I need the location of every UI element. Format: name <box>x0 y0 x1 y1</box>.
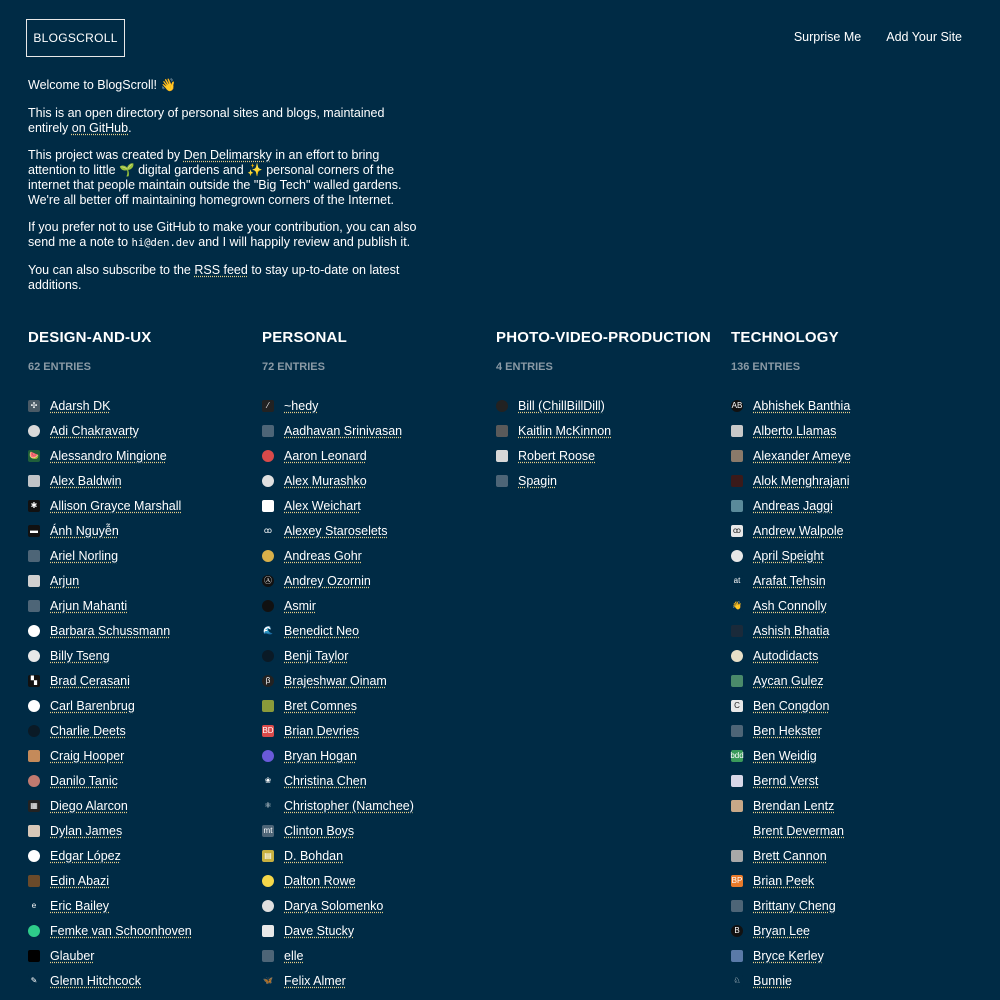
list-item <box>28 693 253 718</box>
list-item <box>262 393 487 418</box>
watermelon-icon: 🍉 <box>29 450 39 460</box>
butterfly-icon: 🦋 <box>263 975 273 985</box>
logo-icon: ▤ <box>262 850 274 862</box>
entry-link[interactable]: Brad Cerasani <box>50 673 130 688</box>
entry-link[interactable]: Charlie Deets <box>50 723 126 738</box>
add-your-site-link[interactable]: Add Your Site <box>886 30 962 44</box>
list-item <box>262 568 487 593</box>
logo-icon: Ⓐ <box>264 575 272 585</box>
entry-link[interactable]: Bryan Hogan <box>284 748 357 763</box>
entry-link[interactable]: Brian Devries <box>284 723 360 738</box>
entry-link[interactable]: Ashish Bhatia <box>753 623 830 638</box>
photo-icon <box>28 475 40 487</box>
list-item <box>731 868 956 893</box>
cloud-icon <box>262 550 274 562</box>
list-item <box>496 443 721 468</box>
entry-link[interactable]: Barbara Schussmann <box>50 623 171 638</box>
list-item <box>262 643 487 668</box>
beta-icon: β <box>262 675 274 687</box>
logo-icon <box>262 750 274 762</box>
logo-icon <box>731 625 743 637</box>
list-item <box>28 768 253 793</box>
photo-icon <box>731 775 743 787</box>
placeholder-icon <box>28 600 40 612</box>
entry-link[interactable]: Arjun Mahanti <box>50 598 128 613</box>
photo-icon <box>731 800 743 812</box>
entry-link[interactable]: Bernd Verst <box>753 773 819 788</box>
list-item <box>262 593 487 618</box>
entry-link[interactable]: Alok Menghrajani <box>753 473 850 488</box>
circle-icon <box>28 625 40 637</box>
logo-icon: BD <box>262 725 274 735</box>
site-header <box>0 0 1000 80</box>
photo-icon <box>731 950 743 962</box>
list-item <box>731 418 956 443</box>
surprise-me-link[interactable]: Surprise Me <box>793 30 862 44</box>
list-item <box>28 893 253 918</box>
logo-icon <box>262 925 274 937</box>
list-item <box>28 493 253 518</box>
circle-icon <box>28 925 40 937</box>
entry-link[interactable]: Benji Taylor <box>284 648 349 663</box>
entry-link[interactable]: Brendan Lentz <box>753 798 835 813</box>
list-item <box>731 968 956 993</box>
intro-paragraph-2 <box>28 148 428 208</box>
list-item <box>731 518 956 543</box>
list-item <box>28 593 253 618</box>
entry-link[interactable]: Edin Abazi <box>50 873 110 888</box>
list-item <box>262 843 487 868</box>
list-item <box>262 518 487 543</box>
category-title: PHOTO-VIDEO-PRODUCTION <box>496 329 711 346</box>
entry-link[interactable]: Dylan James <box>50 823 123 838</box>
logo-icon: ❀ <box>262 775 274 787</box>
square-icon <box>28 950 40 962</box>
entry-link[interactable]: Billy Tseng <box>50 648 110 663</box>
entry-link[interactable]: Bryan Lee <box>753 923 810 938</box>
entry-link[interactable]: Christina Chen <box>284 773 367 788</box>
site-logo[interactable]: BLOGSCROLL <box>26 19 125 57</box>
list-item <box>28 568 253 593</box>
avatar-icon <box>262 475 274 487</box>
list-item <box>28 818 253 843</box>
entry-count: 62 ENTRIES <box>28 361 91 373</box>
photo-icon <box>496 450 508 462</box>
list-item <box>28 668 253 693</box>
entry-link[interactable]: Arafat Tehsin <box>753 573 826 588</box>
list-item <box>262 418 487 443</box>
list-item <box>262 743 487 768</box>
entry-link[interactable]: Andrew Walpole <box>753 523 844 538</box>
logo-icon: B <box>731 925 743 937</box>
list-item <box>731 468 956 493</box>
entry-link[interactable]: Aycan Gulez <box>753 673 824 688</box>
grid-icon: ▦ <box>28 800 40 812</box>
list-item <box>28 718 253 743</box>
list-item <box>262 893 487 918</box>
placeholder-icon <box>496 475 508 487</box>
list-item <box>28 618 253 643</box>
list-item <box>731 668 956 693</box>
list-item <box>28 743 253 768</box>
entry-link[interactable]: Alessandro Mingione <box>50 448 167 463</box>
wave-icon: 🌊 <box>263 625 273 635</box>
logo-icon: ꝏ <box>263 525 273 535</box>
logo-icon <box>496 400 508 412</box>
entry-link[interactable]: Ash Connolly <box>753 598 827 613</box>
list-item <box>731 643 956 668</box>
list-item <box>731 943 956 968</box>
entry-link[interactable]: Alexander Ameye <box>753 448 851 463</box>
entry-link[interactable]: Aadhavan Srinivasan <box>284 423 403 438</box>
entry-link[interactable]: Arjun <box>50 573 80 588</box>
list-item <box>262 818 487 843</box>
photo-icon <box>28 825 40 837</box>
circle-icon <box>28 650 40 662</box>
list-item <box>731 918 956 943</box>
list-item <box>262 793 487 818</box>
list-item <box>28 843 253 868</box>
list-item <box>28 918 253 943</box>
photo-icon <box>28 875 40 887</box>
photo-icon <box>731 675 743 687</box>
logo-icon: ♘ <box>731 975 743 987</box>
logo-icon: ✱ <box>28 500 40 512</box>
top-nav <box>794 30 962 44</box>
list-item <box>731 618 956 643</box>
entry-link[interactable]: Alex Baldwin <box>50 473 122 488</box>
intro-text: to stay up-to-date on latest additions. <box>28 263 400 292</box>
entry-count: 72 ENTRIES <box>262 361 325 373</box>
welcome-text: Welcome to BlogScroll! 👋 <box>28 78 177 92</box>
logo-icon: C <box>731 700 743 712</box>
entry-link[interactable]: Danilo Tanic <box>50 773 118 788</box>
github-link[interactable]: on GitHub <box>71 121 129 135</box>
list-item <box>28 518 253 543</box>
list-item <box>262 943 487 968</box>
entry-link[interactable]: Ben Weidig <box>753 748 817 763</box>
list-item <box>262 768 487 793</box>
avatar-icon <box>28 775 40 787</box>
entry-link[interactable]: Alberto Llamas <box>753 423 837 438</box>
avatar-icon <box>28 425 40 437</box>
list-item <box>731 393 956 418</box>
entry-link[interactable]: Alexey Staroselets <box>284 523 388 538</box>
list-item <box>731 568 956 593</box>
list-item <box>731 543 956 568</box>
list-item <box>731 793 956 818</box>
list-item <box>262 968 487 993</box>
entry-link[interactable]: Brett Cannon <box>753 848 827 863</box>
entry-link[interactable]: Bryce Kerley <box>753 948 824 963</box>
entry-count: 4 ENTRIES <box>496 361 553 373</box>
entry-link[interactable]: Glauber <box>50 948 95 963</box>
dot-icon <box>262 650 274 662</box>
list-item <box>28 543 253 568</box>
entry-link[interactable]: Abhishek Banthia <box>753 398 851 413</box>
list-item <box>262 493 487 518</box>
entry-link[interactable]: Clinton Boys <box>284 823 355 838</box>
entry-link[interactable]: Andreas Jaggi <box>753 498 833 513</box>
avatar-icon <box>262 900 274 912</box>
entry-link[interactable]: Kaitlin McKinnon <box>518 423 612 438</box>
entry-link[interactable]: Edgar López <box>50 848 121 863</box>
entry-link[interactable]: ~hedy <box>284 398 319 413</box>
entry-list <box>731 393 956 993</box>
list-item <box>262 618 487 643</box>
intro-text: and I will happily review and publish it. <box>194 235 411 249</box>
entry-link[interactable]: Adi Chakravarty <box>50 423 139 438</box>
intro-text: in an effort to bring attention to little 🌱 digital gardens and ✨ personal corners of the internet that people maintain outside the "Big Tech" walled gardens. We're all better off maintaining homegrown corners of the Internet. <box>28 148 402 207</box>
photo-icon <box>731 500 743 512</box>
list-item <box>496 393 721 418</box>
category-technology <box>731 328 956 993</box>
entry-link[interactable]: Dalton Rowe <box>284 873 356 888</box>
intro-text: This is an open directory of personal sites and blogs, maintained entirely <box>28 106 385 135</box>
list-item <box>496 418 721 443</box>
logo-icon <box>28 850 40 862</box>
entry-link[interactable]: Diego Alarcon <box>50 798 128 813</box>
entry-link[interactable]: Bunnie <box>753 973 792 988</box>
list-item <box>731 743 956 768</box>
entry-link[interactable]: Benedict Neo <box>284 623 360 638</box>
list-item <box>28 643 253 668</box>
list-item <box>28 418 253 443</box>
logo-icon <box>731 550 743 562</box>
list-item <box>731 818 956 843</box>
entry-link[interactable]: Craig Hooper <box>50 748 125 763</box>
square-icon <box>262 500 274 512</box>
entry-link[interactable]: Ben Congdon <box>753 698 830 713</box>
list-item <box>262 918 487 943</box>
entry-list <box>262 393 487 993</box>
grid-icon: ✣ <box>28 400 40 412</box>
list-item <box>731 893 956 918</box>
author-link[interactable]: Den Delimarsky <box>183 148 272 162</box>
stripe-icon: ▚ <box>28 675 40 687</box>
wave-icon: 👋 <box>732 600 742 610</box>
category-title: TECHNOLOGY <box>731 329 839 346</box>
category-design-and-ux <box>28 328 253 993</box>
mask-icon: ▬ <box>30 525 38 535</box>
list-item <box>28 393 253 418</box>
entry-link[interactable]: Brajeshwar Oinam <box>284 673 387 688</box>
entry-link[interactable]: Darya Solomenko <box>284 898 384 913</box>
entry-link[interactable]: Ben Hekster <box>753 723 822 738</box>
intro-paragraph-1 <box>28 106 428 136</box>
list-item <box>28 868 253 893</box>
logo-icon: BP <box>731 875 743 885</box>
contact-email: hi@den.dev <box>131 237 195 249</box>
intro-section <box>28 78 428 305</box>
rss-feed-link[interactable]: RSS feed <box>194 263 248 277</box>
list-item <box>731 443 956 468</box>
list-item <box>262 693 487 718</box>
entry-link[interactable]: elle <box>284 948 304 963</box>
photo-icon <box>262 700 274 712</box>
circle-icon <box>262 875 274 887</box>
list-item <box>28 793 253 818</box>
entry-link[interactable]: Spagin <box>518 473 557 488</box>
logo-icon: AB <box>731 400 743 410</box>
logo-icon: ✎ <box>28 975 40 987</box>
logo-icon: ꝏ <box>732 525 742 535</box>
react-icon: ⚛ <box>262 800 274 812</box>
list-item <box>262 443 487 468</box>
dot-icon <box>28 700 40 712</box>
list-item <box>262 718 487 743</box>
entry-link[interactable]: Robert Roose <box>518 448 596 463</box>
entry-link[interactable]: Glenn Hitchcock <box>50 973 142 988</box>
entry-link[interactable]: Christopher (Namchee) <box>284 798 414 813</box>
entry-link[interactable]: Eric Bailey <box>50 898 110 913</box>
placeholder-icon <box>731 900 743 912</box>
placeholder-icon <box>262 425 274 437</box>
category-personal <box>262 328 487 993</box>
entry-link[interactable]: Felix Almer <box>284 973 346 988</box>
photo-icon <box>731 850 743 862</box>
list-item <box>28 943 253 968</box>
list-item <box>262 543 487 568</box>
list-item <box>731 693 956 718</box>
logo-icon: mt <box>263 825 273 835</box>
list-item <box>731 593 956 618</box>
entry-link[interactable]: Ariel Norling <box>50 548 119 563</box>
dot-icon <box>262 600 274 612</box>
list-item <box>496 468 721 493</box>
dot-icon <box>28 725 40 737</box>
entry-link[interactable]: Alex Murashko <box>284 473 367 488</box>
entry-link[interactable]: Adarsh DK <box>50 398 111 413</box>
none-icon <box>731 825 743 837</box>
intro-text: If you prefer not to use GitHub to make your contribution, you can also send me a note to <box>28 220 417 249</box>
entry-link[interactable]: Andreas Gohr <box>284 548 362 563</box>
slash-icon: ⁄ <box>262 400 274 412</box>
cube-icon <box>496 425 508 437</box>
letter-icon: e <box>28 900 40 912</box>
logo-icon <box>731 650 743 662</box>
entry-link[interactable]: Autodidacts <box>753 648 819 663</box>
entry-link[interactable]: D. Bohdan <box>284 848 344 863</box>
logo-icon <box>731 475 743 487</box>
intro-text: You can also subscribe to the <box>28 263 195 277</box>
intro-paragraph-3 <box>28 220 428 251</box>
logo-icon: at <box>731 575 743 587</box>
list-item <box>28 468 253 493</box>
entry-link[interactable]: Ánh Nguyễn <box>50 523 119 538</box>
photo-icon <box>28 575 40 587</box>
list-item <box>731 768 956 793</box>
photo-icon <box>731 425 743 437</box>
category-photo-video-production <box>496 328 721 493</box>
entry-link[interactable]: Asmir <box>284 598 316 613</box>
intro-text: . <box>128 121 132 135</box>
placeholder-icon <box>731 725 743 737</box>
intro-paragraph-4 <box>28 263 428 293</box>
list-item <box>28 968 253 993</box>
entry-list <box>496 393 721 493</box>
placeholder-icon <box>262 950 274 962</box>
entry-link[interactable]: Femke van Schoonhoven <box>50 923 192 938</box>
placeholder-icon <box>28 550 40 562</box>
entry-link[interactable]: Andrey Ozornin <box>284 573 371 588</box>
entry-list <box>28 393 253 993</box>
entry-link[interactable]: Brittany Cheng <box>753 898 836 913</box>
list-item <box>731 843 956 868</box>
entry-count: 136 ENTRIES <box>731 361 801 373</box>
entry-link[interactable]: Brent Deverman <box>753 823 845 838</box>
entry-link[interactable]: Carl Barenbrug <box>50 698 135 713</box>
photo-icon <box>28 750 40 762</box>
list-item <box>262 468 487 493</box>
circle-icon <box>262 450 274 462</box>
entry-link[interactable]: Bill (ChillBillDill) <box>518 398 605 413</box>
entry-link[interactable]: Bret Comnes <box>284 698 357 713</box>
logo-icon: bdd <box>730 750 744 760</box>
entry-link[interactable]: Aaron Leonard <box>284 448 367 463</box>
entry-link[interactable]: Brian Peek <box>753 873 815 888</box>
list-item <box>28 443 253 468</box>
entry-link[interactable]: April Speight <box>753 548 824 563</box>
category-title: DESIGN-AND-UX <box>28 329 152 346</box>
photo-icon <box>731 450 743 462</box>
category-title: PERSONAL <box>262 329 347 346</box>
entry-link[interactable]: Dave Stucky <box>284 923 355 938</box>
entry-link[interactable]: Alex Weichart <box>284 498 361 513</box>
intro-text: This project was created by <box>28 148 184 162</box>
list-item <box>262 868 487 893</box>
list-item <box>262 668 487 693</box>
entry-link[interactable]: Allison Grayce Marshall <box>50 498 182 513</box>
list-item <box>731 718 956 743</box>
list-item <box>731 493 956 518</box>
